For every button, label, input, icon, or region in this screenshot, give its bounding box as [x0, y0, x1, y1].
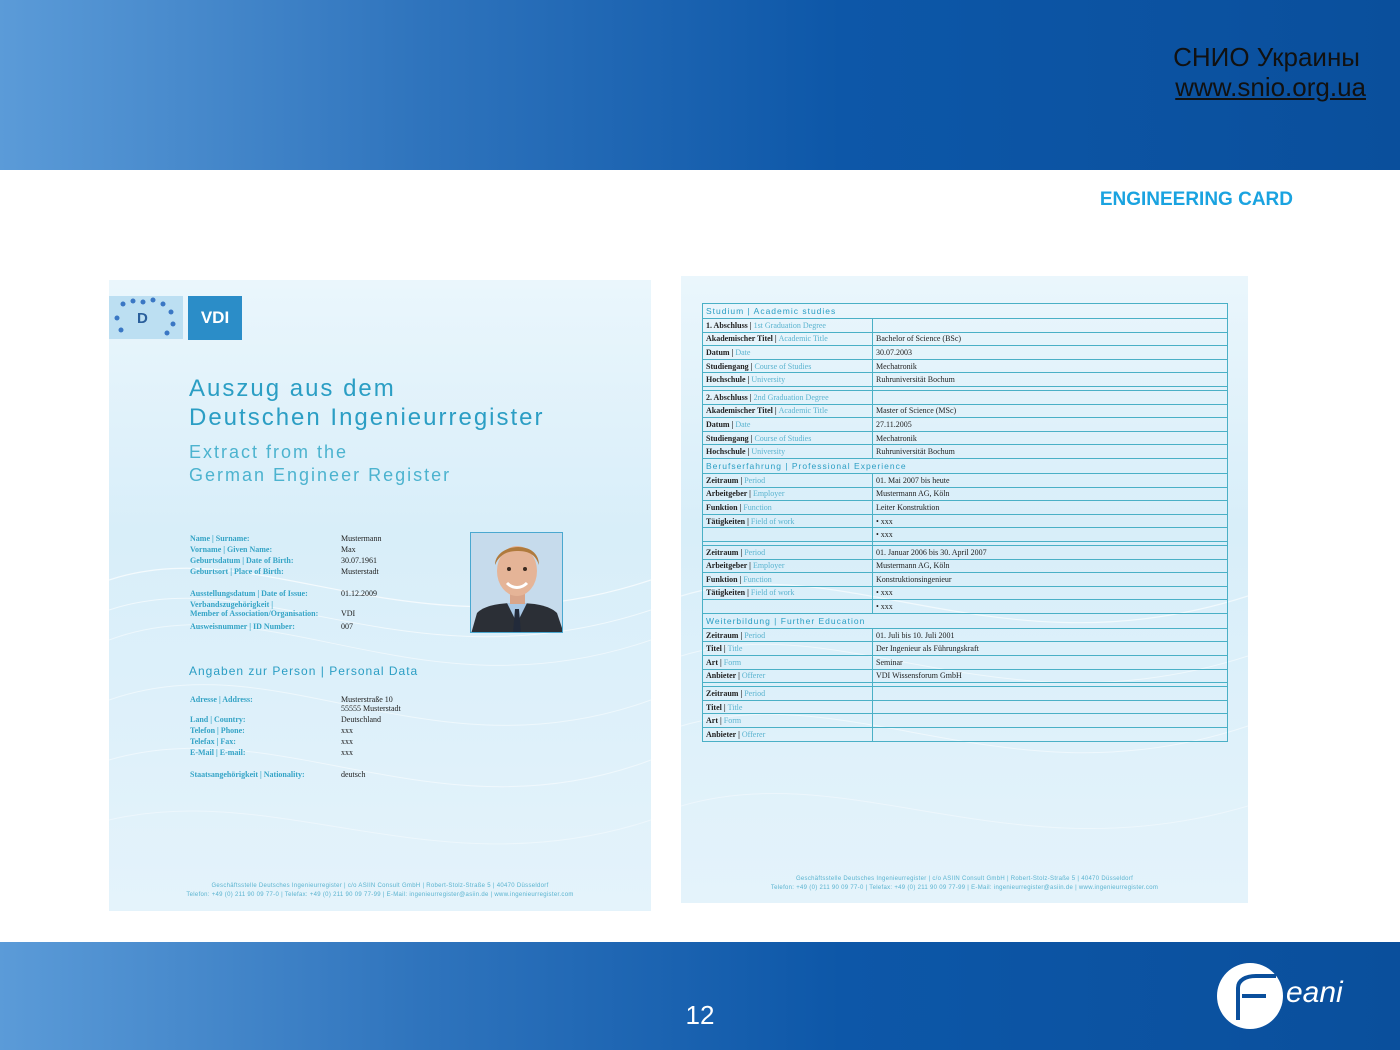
table-row: Tätigkeiten | Field of work • xxx	[703, 514, 1228, 528]
table-row: Hochschule | University Ruhruniversität Bochum	[703, 445, 1228, 459]
org-name: СНИО Украины	[1173, 42, 1360, 72]
page-number: 12	[685, 1000, 715, 1030]
footer-band	[0, 942, 1400, 1050]
eu-letter: D	[137, 310, 148, 327]
career-table	[702, 303, 1228, 742]
table-row: Datum | Date 30.07.2003	[703, 346, 1228, 360]
person-portrait-icon	[471, 533, 563, 633]
table-row: 2. Abschluss | 2nd Graduation Degree	[703, 390, 1228, 404]
table-row: Hochschule | University Ruhruniversität Bochum	[703, 373, 1228, 387]
table-row: Art | Form	[703, 714, 1228, 728]
table-row: Anbieter | Offerer VDI Wissensforum GmbH	[703, 669, 1228, 683]
svg-text:eani: eani	[1286, 976, 1343, 1009]
title-en-line2: German Engineer Register	[189, 465, 452, 485]
table-row: Zeitraum | Period	[703, 687, 1228, 701]
card-footer-line1: Geschäftsstelle Deutsches Ingenieurregister | c/o ASIIN Consult GmbH | Robert-Stolz-Straße 5 | 40470 Düsseldorf	[211, 883, 549, 889]
personal-data-heading: Angaben zur Person | Personal Data	[189, 664, 419, 678]
table-row: Zeitraum | Period 01. Januar 2006 bis 30. April 2007	[703, 545, 1228, 559]
table-row: Tätigkeiten | Field of work • xxx	[703, 586, 1228, 600]
feani-logo	[1216, 962, 1386, 1032]
table-row: Studiengang | Course of Studies Mechatronik	[703, 431, 1228, 445]
table-row: Funktion | Function Konstruktionsingenieur	[703, 573, 1228, 587]
table-row: Arbeitgeber | Employer Mustermann AG, Köln	[703, 559, 1228, 573]
eu-flag-logo	[109, 296, 183, 339]
table-row: Anbieter | Offerer	[703, 728, 1228, 742]
table-row: Art | Form Seminar	[703, 656, 1228, 670]
table-row: Datum | Date 27.11.2005	[703, 418, 1228, 432]
table-row: Studiengang | Course of Studies Mechatronik	[703, 359, 1228, 373]
register-extract-back	[681, 276, 1248, 903]
slide-title: ENGINEERING CARD	[1099, 189, 1293, 210]
table-row: Akademischer Titel | Academic Title Master of Science (MSc)	[703, 404, 1228, 418]
table-row: Akademischer Titel | Academic Title Bachelor of Science (BSc)	[703, 332, 1228, 346]
register-extract-front: D VDI Auszug aus dem Deutschen Ingenieurregister Extract from the German Engineer Register Name | Surname: Mustermann Vorname | Given Name: Max Geburtsdatum | Date of Birth: 30.07.1961 Geburtsort | Place of Birth: Musterstadt Ausstellungsdatum | Date of Issue: 01.12.2009 Verbandszugehörigkeit | Member of Association/Organisation: VDI Ausweisnummer | ID Number: 007 Angaben zur Person | Personal Data Adresse | Address: Musterstraße 10 55555 Musterstadt Land | Country: Deutschland Telefon | Phone: xxx Telefax | Fax: xxx E-Mail | E-mail: xxx Staatsangehörigkeit | Nationality: deutsch Geschäftsstelle Deutsches Ingenieurregister | c/o ASIIN Consult GmbH | Robert-Stolz-Straße 5 | 40470 Düsseldorf Telefon: +49 (0) 211 90 09 77-0 | Telefax: +49 (0) 211 90 09 77-99 | E-Mail: ingenieurregister@asiin.de | www.ingenieurregister.com	[109, 280, 651, 911]
table-row: • xxx	[703, 600, 1228, 614]
title-de-line1: Auszug aus dem	[189, 375, 396, 402]
table-row: Zeitraum | Period 01. Mai 2007 bis heute	[703, 473, 1228, 487]
table-row: 1. Abschluss | 1st Graduation Degree	[703, 319, 1228, 333]
experience-heading: Berufserfahrung | Professional Experience	[703, 458, 1228, 473]
card-footer-line2: Telefon: +49 (0) 211 90 09 77-0 | Telefax: +49 (0) 211 90 09 77-99 | E-Mail: ingenieurregister@asiin.de | www.ingenieurregister.com	[186, 892, 574, 898]
card-footer-line2: Telefon: +49 (0) 211 90 09 77-0 | Telefax: +49 (0) 211 90 09 77-99 | E-Mail: ingenieurregister@asiin.de | www.ingenieurregister.com	[770, 885, 1159, 891]
studies-heading: Studium | Academic studies	[703, 304, 1228, 319]
title-de-line2: Deutschen Ingenieurregister	[189, 404, 545, 431]
title-en-line1: Extract from the	[189, 442, 349, 462]
table-row: • xxx	[703, 528, 1228, 542]
vdi-logo: VDI	[188, 296, 242, 340]
engineer-photo	[470, 532, 563, 633]
card-footer-line1: Geschäftsstelle Deutsches Ingenieurregister | c/o ASIIN Consult GmbH | Robert-Stolz-Straße 5 | 40470 Düsseldorf	[795, 876, 1134, 882]
table-row: Funktion | Function Leiter Konstruktion	[703, 501, 1228, 515]
table-row: Arbeitgeber | Employer Mustermann AG, Köln	[703, 487, 1228, 501]
table-row: Titel | Title	[703, 700, 1228, 714]
org-url-link[interactable]: www.snio.org.ua	[1175, 72, 1366, 102]
education-heading: Weiterbildung | Further Education	[703, 613, 1228, 628]
table-row: Zeitraum | Period 01. Juli bis 10. Juli 2001	[703, 628, 1228, 642]
table-row: Titel | Title Der Ingenieur als Führungskraft	[703, 642, 1228, 656]
